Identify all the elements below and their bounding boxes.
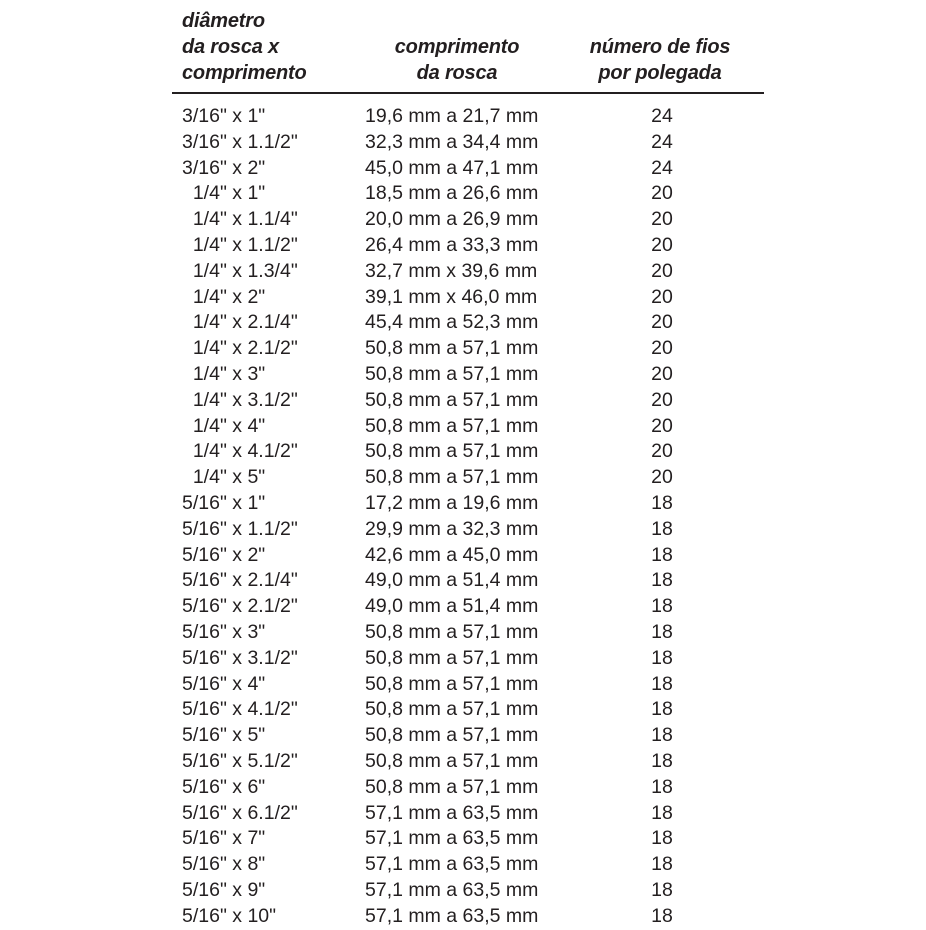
table-body — [172, 104, 764, 930]
cell-threads-per-inch: 20 — [651, 259, 673, 282]
thread-spec-table — [172, 6, 764, 930]
header-line: por polegada — [598, 62, 722, 84]
table-row — [172, 775, 764, 801]
cell-thread-length: 57,1 mm a 63,5 mm — [365, 801, 539, 824]
table-row — [172, 568, 764, 594]
table-row — [172, 749, 764, 775]
cell-size: 5/16" x 1.1/2" — [182, 517, 298, 540]
cell-size: 5/16" x 8" — [182, 853, 266, 876]
table-row — [172, 388, 764, 414]
cell-size: 5/16" x 2.1/4" — [182, 569, 298, 592]
table-row — [172, 465, 764, 491]
cell-size: 1/4" x 1.1/2" — [182, 233, 298, 256]
cell-thread-length: 18,5 mm a 26,6 mm — [365, 182, 539, 205]
table-row — [172, 207, 764, 233]
cell-size: 5/16" x 6.1/2" — [182, 801, 298, 824]
header-diameter-length — [182, 8, 306, 86]
cell-threads-per-inch: 18 — [651, 775, 673, 798]
cell-threads-per-inch: 20 — [651, 233, 673, 256]
cell-thread-length: 50,8 mm a 57,1 mm — [365, 337, 539, 360]
table-row — [172, 801, 764, 827]
cell-thread-length: 26,4 mm a 33,3 mm — [365, 233, 539, 256]
cell-thread-length: 49,0 mm a 51,4 mm — [365, 569, 539, 592]
cell-threads-per-inch: 24 — [651, 130, 673, 153]
cell-size: 3/16" x 1" — [182, 105, 266, 127]
table-row — [172, 310, 764, 336]
cell-thread-length: 50,8 mm a 57,1 mm — [365, 466, 539, 489]
cell-thread-length: 57,1 mm a 63,5 mm — [365, 827, 539, 850]
cell-thread-length: 50,8 mm a 57,1 mm — [365, 362, 539, 385]
table-row — [172, 259, 764, 285]
table-row — [172, 181, 764, 207]
cell-thread-length: 57,1 mm a 63,5 mm — [365, 853, 539, 876]
cell-size: 1/4" x 4.1/2" — [182, 440, 298, 463]
cell-threads-per-inch: 18 — [651, 724, 673, 747]
cell-thread-length: 50,8 mm a 57,1 mm — [365, 749, 539, 772]
cell-size: 5/16" x 3" — [182, 620, 266, 643]
cell-size: 1/4" x 2.1/4" — [182, 311, 298, 334]
table-row — [172, 104, 764, 130]
cell-size: 5/16" x 3.1/2" — [182, 646, 298, 669]
cell-size: 5/16" x 10" — [182, 904, 277, 927]
table-row — [172, 723, 764, 749]
cell-threads-per-inch: 18 — [651, 646, 673, 669]
header-threads-per-inch — [570, 34, 750, 86]
cell-size: 1/4" x 1.1/4" — [182, 208, 298, 231]
table-row — [172, 439, 764, 465]
cell-size: 1/4" x 1" — [182, 182, 266, 205]
cell-thread-length: 50,8 mm a 57,1 mm — [365, 672, 539, 695]
cell-thread-length: 50,8 mm a 57,1 mm — [365, 414, 539, 437]
table-row — [172, 646, 764, 672]
cell-threads-per-inch: 20 — [651, 388, 673, 411]
table-row — [172, 491, 764, 517]
header-line: da rosca — [416, 62, 498, 84]
cell-thread-length: 50,8 mm a 57,1 mm — [365, 388, 539, 411]
cell-thread-length: 57,1 mm a 63,5 mm — [365, 878, 539, 901]
cell-thread-length: 45,4 mm a 52,3 mm — [365, 311, 539, 334]
cell-thread-length: 32,3 mm a 34,4 mm — [365, 130, 539, 153]
cell-thread-length: 57,1 mm a 63,5 mm — [365, 904, 539, 927]
cell-size: 1/4" x 1.3/4" — [182, 259, 298, 282]
cell-size: 3/16" x 2" — [182, 156, 266, 179]
cell-size: 5/16" x 9" — [182, 878, 266, 901]
cell-threads-per-inch: 18 — [651, 749, 673, 772]
table-row — [172, 233, 764, 259]
table-row — [172, 517, 764, 543]
table-header — [172, 6, 764, 94]
cell-threads-per-inch: 18 — [651, 595, 673, 618]
cell-size: 5/16" x 2" — [182, 543, 266, 566]
cell-threads-per-inch: 18 — [651, 827, 673, 850]
cell-size: 5/16" x 4.1/2" — [182, 698, 298, 721]
cell-size: 1/4" x 3.1/2" — [182, 388, 298, 411]
cell-thread-length: 32,7 mm x 39,6 mm — [365, 259, 538, 282]
table-row — [172, 594, 764, 620]
table-row — [172, 672, 764, 698]
cell-thread-length: 29,9 mm a 32,3 mm — [365, 517, 539, 540]
cell-size: 1/4" x 4" — [182, 414, 266, 437]
cell-threads-per-inch: 20 — [651, 440, 673, 463]
cell-threads-per-inch: 20 — [651, 208, 673, 231]
cell-thread-length: 50,8 mm a 57,1 mm — [365, 698, 539, 721]
header-line: comprimento — [182, 62, 307, 84]
header-line: número de fios — [589, 36, 731, 58]
cell-threads-per-inch: 18 — [651, 878, 673, 901]
table-row — [172, 130, 764, 156]
table-row — [172, 362, 764, 388]
cell-thread-length: 50,8 mm a 57,1 mm — [365, 646, 539, 669]
header-thread-length — [367, 34, 547, 86]
cell-threads-per-inch: 18 — [651, 543, 673, 566]
cell-threads-per-inch: 20 — [651, 311, 673, 334]
header-line: comprimento — [394, 36, 520, 58]
table-row — [172, 697, 764, 723]
cell-threads-per-inch: 18 — [651, 672, 673, 695]
table-row — [172, 878, 764, 904]
cell-size: 5/16" x 2.1/2" — [182, 595, 298, 618]
cell-size: 5/16" x 5.1/2" — [182, 749, 298, 772]
table-row — [172, 156, 764, 182]
cell-size: 5/16" x 7" — [182, 827, 266, 850]
cell-thread-length: 45,0 mm a 47,1 mm — [365, 156, 539, 179]
cell-size: 1/4" x 5" — [182, 466, 266, 489]
cell-threads-per-inch: 20 — [651, 466, 673, 489]
cell-threads-per-inch: 20 — [651, 414, 673, 437]
cell-thread-length: 39,1 mm x 46,0 mm — [365, 285, 538, 308]
table-row — [172, 620, 764, 646]
cell-threads-per-inch: 24 — [651, 156, 673, 179]
cell-thread-length: 17,2 mm a 19,6 mm — [365, 491, 539, 514]
table-row — [172, 852, 764, 878]
cell-size: 1/4" x 3" — [182, 362, 266, 385]
cell-size: 5/16" x 4" — [182, 672, 266, 695]
cell-threads-per-inch: 18 — [651, 801, 673, 824]
cell-size: 1/4" x 2" — [182, 285, 266, 308]
cell-threads-per-inch: 18 — [651, 853, 673, 876]
cell-thread-length: 42,6 mm a 45,0 mm — [365, 543, 539, 566]
table-row — [172, 543, 764, 569]
header-line: da rosca x — [182, 36, 279, 58]
table-row — [172, 285, 764, 311]
cell-threads-per-inch: 24 — [651, 105, 673, 127]
cell-thread-length: 50,8 mm a 57,1 mm — [365, 724, 539, 747]
cell-thread-length: 19,6 mm a 21,7 mm — [365, 105, 539, 127]
cell-threads-per-inch: 18 — [651, 698, 673, 721]
cell-threads-per-inch: 18 — [651, 517, 673, 540]
cell-size: 5/16" x 1" — [182, 491, 266, 514]
table-row — [172, 826, 764, 852]
cell-thread-length: 50,8 mm a 57,1 mm — [365, 775, 539, 798]
cell-thread-length: 20,0 mm a 26,9 mm — [365, 208, 539, 231]
table-row — [172, 336, 764, 362]
cell-threads-per-inch: 20 — [651, 337, 673, 360]
table-row — [172, 414, 764, 440]
cell-threads-per-inch: 18 — [651, 904, 673, 927]
cell-thread-length: 49,0 mm a 51,4 mm — [365, 595, 539, 618]
cell-threads-per-inch: 20 — [651, 362, 673, 385]
cell-size: 3/16" x 1.1/2" — [182, 130, 298, 153]
cell-threads-per-inch: 20 — [651, 182, 673, 205]
cell-thread-length: 50,8 mm a 57,1 mm — [365, 440, 539, 463]
cell-size: 1/4" x 2.1/2" — [182, 337, 298, 360]
cell-threads-per-inch: 18 — [651, 620, 673, 643]
cell-threads-per-inch: 18 — [651, 491, 673, 514]
cell-thread-length: 50,8 mm a 57,1 mm — [365, 620, 539, 643]
cell-threads-per-inch: 18 — [651, 569, 673, 592]
cell-size: 5/16" x 6" — [182, 775, 266, 798]
cell-size: 5/16" x 5" — [182, 724, 266, 747]
cell-threads-per-inch: 20 — [651, 285, 673, 308]
header-line: diâmetro — [182, 10, 265, 32]
